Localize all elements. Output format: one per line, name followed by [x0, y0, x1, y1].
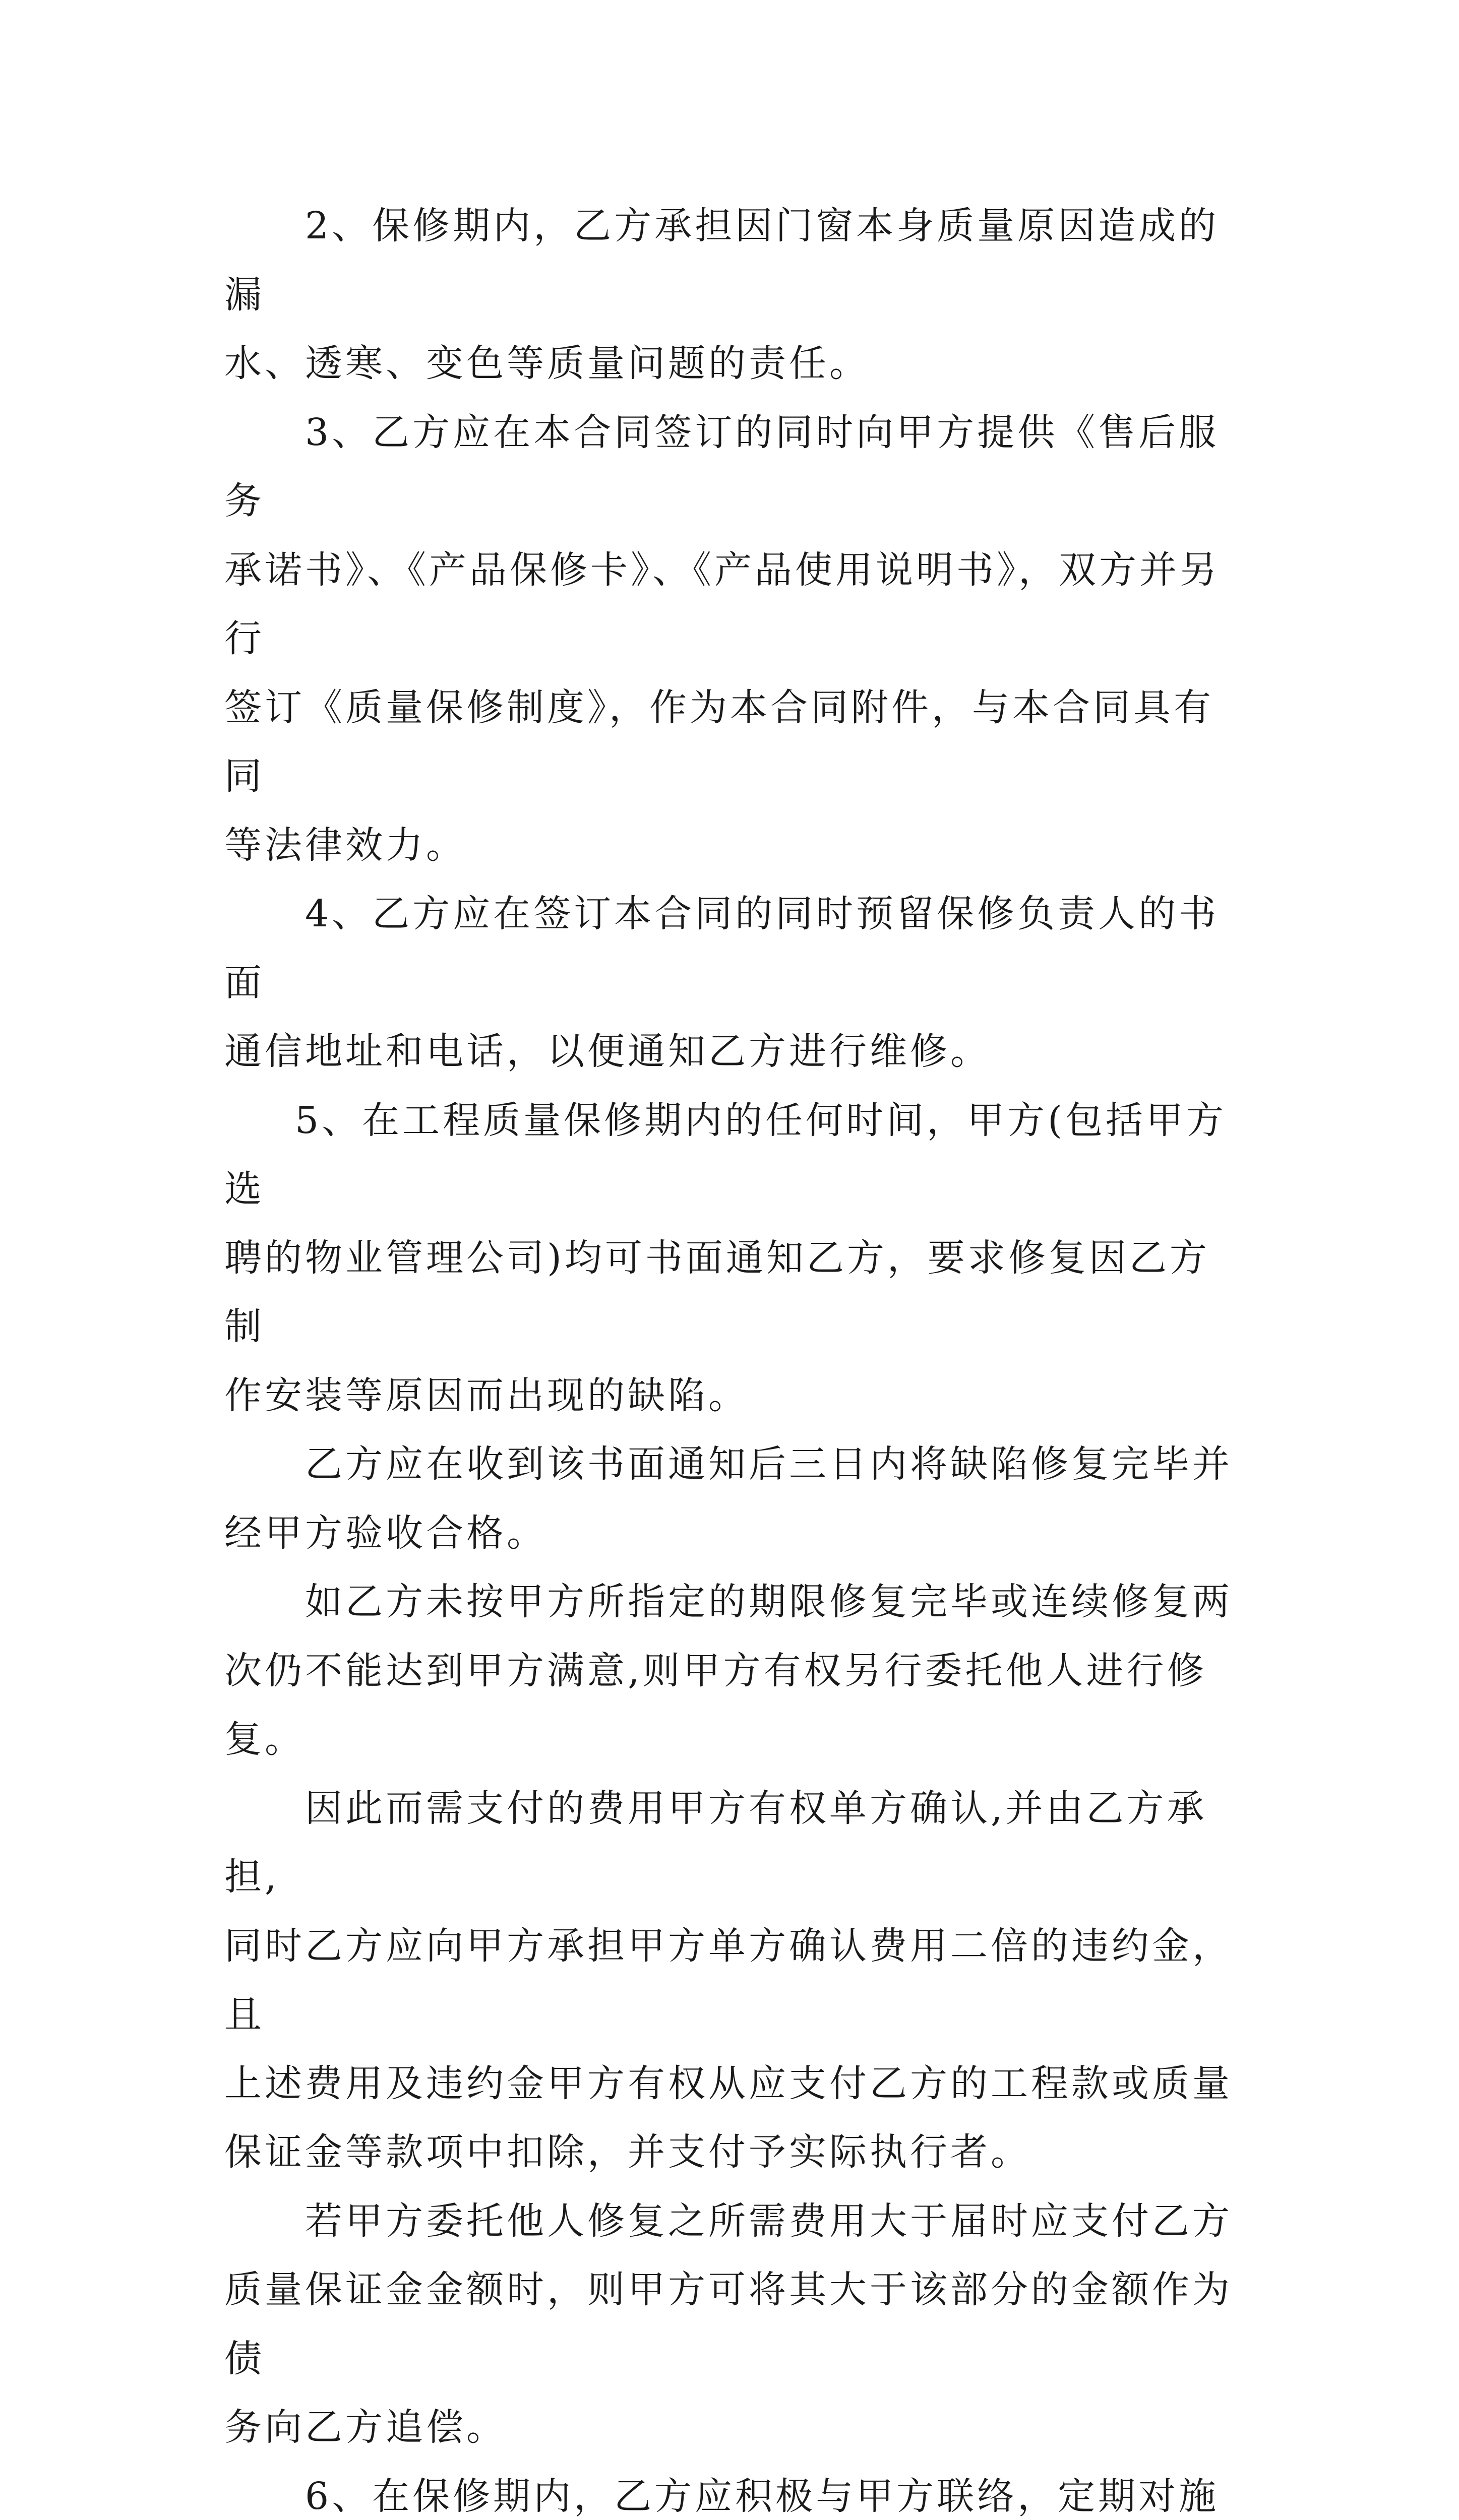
contract-text-body: [224, 192, 1238, 2520]
paragraph-clause-4: 4、乙方应在签订本合同的同时预留保修负责人的书面 通信地址和电话，以便通知乙方进行维修。: [224, 879, 1238, 1086]
paragraph-clause-2: 2、保修期内，乙方承担因门窗本身质量原因造成的漏 水、透寒、变色等质量问题的责任。: [224, 192, 1238, 398]
paragraph-clause-3: 3、乙方应在本合同签订的同时向甲方提供《售后服务 承诺书》、《产品保修卡》、《产品使用说明书》，双方并另行 签订《质量保修制度》，作为本合同附件，与本合同具有同 等法律效力。: [224, 398, 1238, 880]
paragraph-clause-5-costs-penalty: 因此而需支付的费用甲方有权单方确认,并由乙方承担, 同时乙方应向甲方承担甲方单方确认费用二倍的违约金，且 上述费用及违约金甲方有权从应支付乙方的工程款或质量 保证金等款项中扣除，并支付予实际执行者。: [224, 1774, 1238, 2187]
paragraph-clause-6: 6、在保修期内，乙方应积极与甲方联络，定期对施: [224, 2462, 1238, 2520]
paragraph-clause-5-repair-deadline: 乙方应在收到该书面通知后三日内将缺陷修复完毕并 经甲方验收合格。: [224, 1430, 1238, 1567]
paragraph-clause-5-excess-costs: 若甲方委托他人修复之所需费用大于届时应支付乙方 质量保证金金额时，则甲方可将其大于该部分的金额作为债 务向乙方追偿。: [224, 2187, 1238, 2462]
paragraph-clause-5: 5、在工程质量保修期内的任何时间，甲方(包括甲方选 聘的物业管理公司)均可书面通知乙方，要求修复因乙方制 作安装等原因而出现的缺陷。: [224, 1086, 1238, 1430]
paragraph-clause-5-third-party-repair: 如乙方未按甲方所指定的期限修复完毕或连续修复两 次仍不能达到甲方满意,则甲方有权另行委托他人进行修复。: [224, 1567, 1238, 1774]
